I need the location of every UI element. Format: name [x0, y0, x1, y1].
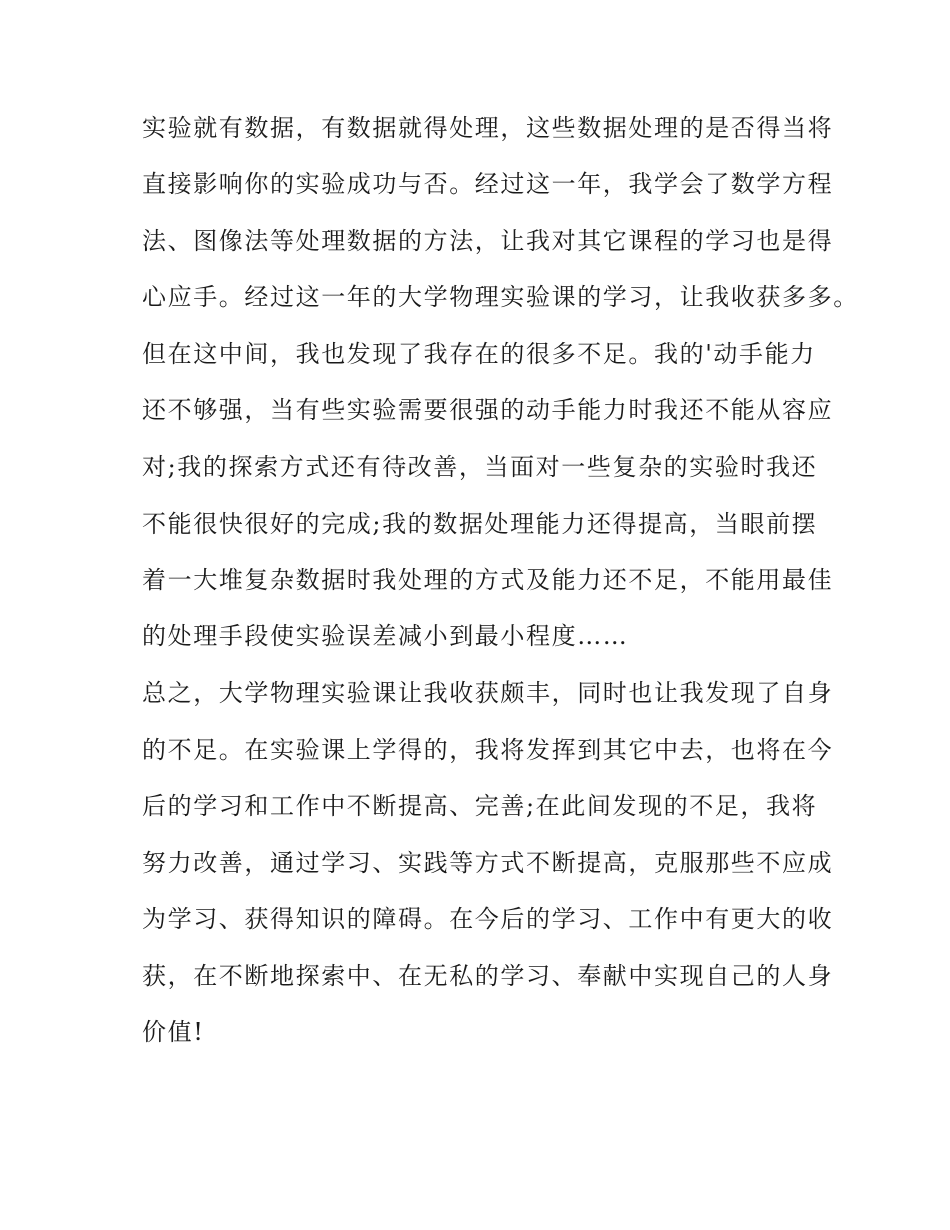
- text-line: 实验就有数据，有数据就得处理，这些数据处理的是否得当将: [142, 114, 834, 142]
- text-line: 但在这中间，我也发现了我存在的很多不足。我的'动手能力: [142, 340, 816, 368]
- text-line: 价值!: [142, 1018, 205, 1046]
- text-line: 的不足。在实验课上学得的，我将发挥到其它中去，也将在今: [142, 736, 834, 764]
- text-line: 法、图像法等处理数据的方法，让我对其它课程的学习也是得: [142, 227, 834, 255]
- text-line: 直接影响你的实验成功与否。经过这一年，我学会了数学方程: [142, 170, 834, 198]
- text-line: 为学习、获得知识的障碍。在今后的学习、工作中有更大的收: [142, 905, 834, 933]
- text-line: 努力改善，通过学习、实践等方式不断提高，克服那些不应成: [142, 849, 834, 877]
- text-line: 获，在不断地探索中、在无私的学习、奉献中实现自己的人身: [142, 962, 834, 990]
- text-line: 还不够强，当有些实验需要很强的动手能力时我还不能从容应: [142, 396, 834, 424]
- text-line: 着一大堆复杂数据时我处理的方式及能力还不足，不能用最佳: [142, 566, 834, 594]
- text-line: 心应手。经过这一年的大学物理实验课的学习，让我收获多多。: [142, 283, 859, 311]
- text-line: 对;我的探索方式还有待改善，当面对一些复杂的实验时我还: [142, 453, 818, 481]
- text-line: 总之，大学物理实验课让我收获颇丰，同时也让我发现了自身: [142, 679, 834, 707]
- text-line: 后的学习和工作中不断提高、完善;在此间发现的不足，我将: [142, 792, 818, 820]
- text-line: 的处理手段使实验误差减小到最小程度……: [142, 622, 629, 650]
- text-line: 不能很快很好的完成;我的数据处理能力还得提高，当眼前摆: [142, 510, 818, 538]
